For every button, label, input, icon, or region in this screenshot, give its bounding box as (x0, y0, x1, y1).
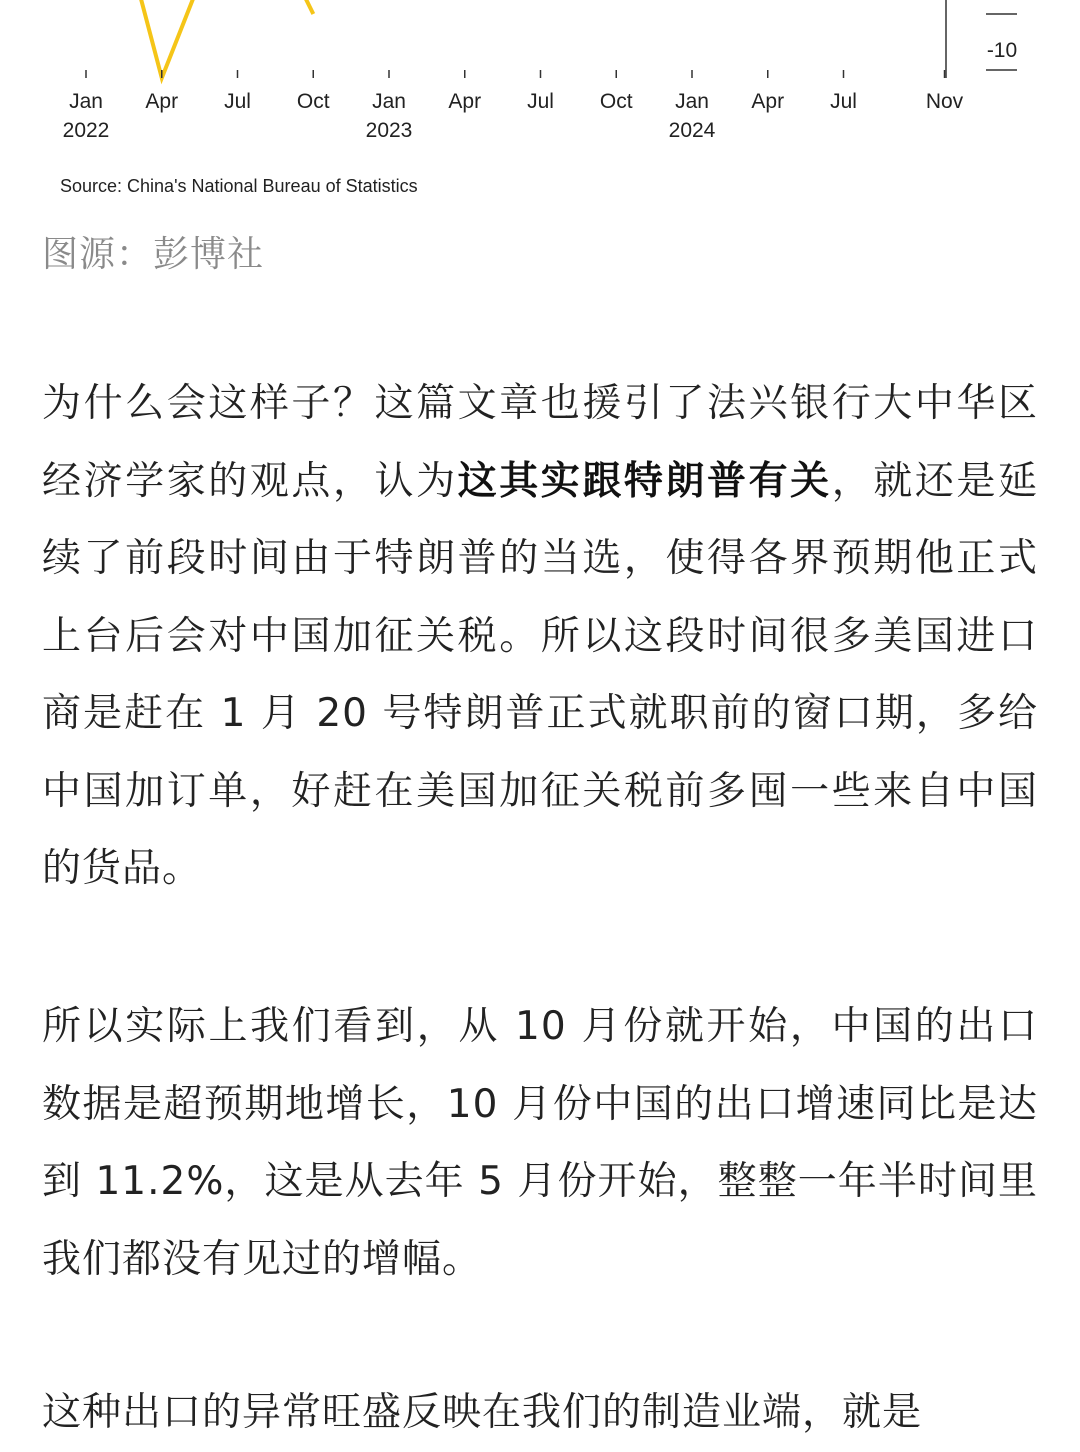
article-paragraph-1 (42, 365, 1038, 908)
chart-series-layer (86, 0, 313, 78)
x-tick-label: Jul (830, 90, 857, 113)
paragraph-text: 为什么会这样子？这篇文章也援引了法兴银行大中华区经济学家的观点，认为 (42, 381, 1038, 504)
x-tick-label: Apr (448, 90, 482, 113)
x-tick-label: Jul (224, 90, 251, 113)
x-tick-label: Oct (296, 90, 330, 113)
paragraph-text: ，就还是延续了前段时间由于特朗普的当选，使得各界预期他正式上台后会对中国加征关税。所以这段时间很多美国进口商是赶在 1 月 20 号特朗普正式就职前的窗口期，多给中国加订单，好赶在美国加征关税前多囤一些来自中国的货品。 (42, 458, 1038, 891)
x-tick-label: Jan (675, 90, 709, 113)
x-tick-label: Apr (145, 90, 179, 113)
x-tick-year-label: 2023 (365, 119, 413, 142)
x-tick-year-label: 2022 (62, 119, 110, 142)
paragraph-emphasis: 这其实跟特朗普有关 (457, 458, 832, 504)
article-paragraph-3: 这种出口的异常旺盛反映在我们的制造业端，就是 (42, 1390, 923, 1435)
x-tick-label: Jan (69, 90, 103, 113)
article-paragraph-2: 所以实际上我们看到，从 10 月份就开始，中国的出口数据是超预期地增长，10 月份中国的出口增速同比是达到 11.2%，这是从去年 5 月份开始，整整一年半时间里我们都没有见过的增幅。 (42, 1004, 1038, 1282)
chart-plot (0, 0, 1080, 170)
image-caption: 图源：彭博社 (42, 234, 265, 275)
x-tick-year-label: 2024 (668, 119, 716, 142)
series-line-1 (86, 0, 313, 78)
y-axis (986, 14, 1017, 70)
x-tick-label: Oct (599, 90, 633, 113)
x-tick-label: Jul (527, 90, 554, 113)
x-tick-label: Nov (925, 90, 964, 113)
x-tick-label: Apr (751, 90, 785, 113)
x-tick-label: Jan (372, 90, 406, 113)
export-growth-chart (0, 0, 1080, 210)
x-axis (63, 70, 964, 142)
y-tick-label: -10 (986, 39, 1018, 62)
chart-source: Source: China's National Bureau of Statistics (60, 176, 418, 196)
